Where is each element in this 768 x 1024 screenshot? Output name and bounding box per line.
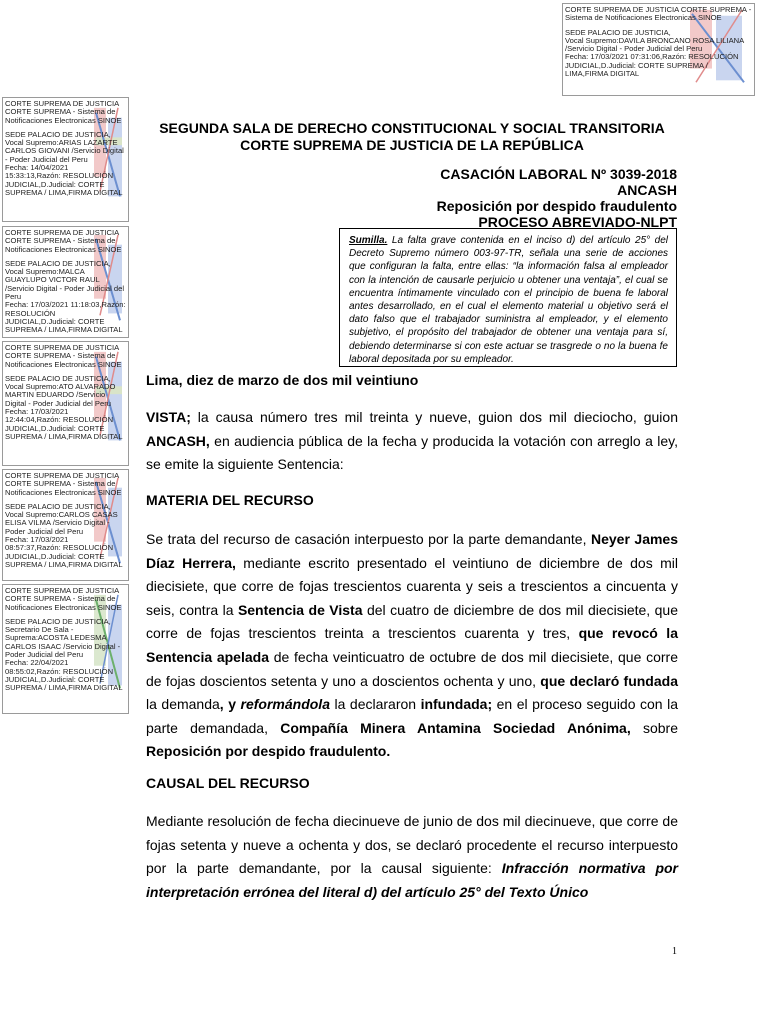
stamp-location: SEDE PALACIO DE JUSTICIA, xyxy=(5,129,111,139)
stamp-header: CORTE SUPREMA DE JUSTICIA CORTE SUPREMA - Sistema de Notificaciones Electronicas SINOE xyxy=(5,99,122,125)
case-matter: Reposición por despido fraudulento. xyxy=(146,743,391,760)
stamp-header: CORTE SUPREMA DE JUSTICIA CORTE SUPREMA - Sistema de Notificaciones Electronicas SINOE xyxy=(5,343,122,369)
reformandola: reformándola xyxy=(240,696,330,713)
court-chamber-title: SEGUNDA SALA DE DERECHO CONSTITUCIONAL Y SOCIAL TRANSITORIA xyxy=(159,120,665,136)
materia-text: la declararon xyxy=(329,696,421,713)
date-line xyxy=(146,369,678,393)
stamp-date: Fecha: 22/04/2021 08:55:02,Razón: RESOLUCIÓN JUDICIAL,D.Judicial: CORTE SUPREMA / LIMA,FIRMA DIGITAL xyxy=(5,658,123,693)
stamp-location: SEDE PALACIO DE JUSTICIA, xyxy=(565,27,671,37)
digital-signature-stamp xyxy=(2,584,129,714)
infraccion-normativa: Infracción normativa por interpretación errónea del literal d) del artículo 25° del Texto Único xyxy=(146,860,678,900)
sentencia-vista: Sentencia de Vista xyxy=(237,601,363,618)
materia-paragraph xyxy=(146,528,678,764)
materia-text: sobre xyxy=(630,719,678,736)
plaintiff-name: Neyer James Díaz Herrera, xyxy=(146,531,679,571)
materia-text: en el proceso seguido con la parte demandada, xyxy=(146,696,678,736)
vista-paragraph xyxy=(146,406,678,477)
stamp-location: SEDE PALACIO DE JUSTICIA, xyxy=(5,501,111,511)
page-number: 1 xyxy=(672,946,677,957)
digital-signature-stamp xyxy=(562,3,755,96)
causal-paragraph xyxy=(146,810,678,904)
causal-heading: CAUSAL DEL RECURSO xyxy=(146,775,310,791)
stamp-location: SEDE PALACIO DE JUSTICIA, xyxy=(5,373,111,383)
materia-text: mediante escrito presentado el veintiuno de diciembre de dos mil diecisiete, que corre de fojas trescientos cuarenta y seis a trescientos a cincuenta y seis, contra la xyxy=(146,554,678,618)
stamp-signer: Secretario De Sala - Suprema:ACOSTA LEDESMA CARLOS ISAAC /Servicio Digital - Poder Judicial del Peru xyxy=(5,625,121,660)
digital-signature-stamp xyxy=(2,97,129,222)
stamp-signer: Vocal Supremo:ARIAS LAZARTE CARLOS GIOVANI /Servicio Digital - Poder Judicial del Peru xyxy=(5,138,124,164)
infundada: infundada; xyxy=(420,696,493,713)
materia-heading: MATERIA DEL RECURSO xyxy=(146,492,314,508)
digital-signature-stamp xyxy=(2,469,129,581)
digital-signature-stamp xyxy=(2,341,129,466)
materia-text: la demanda xyxy=(146,696,220,713)
sumilla-text: La falta grave contenida en el inciso d) del artículo 25° del Decreto Supremo número 003-97-TR, señala una serie de acciones que configuran la falta, entre ellas: “la información falsa al empleador con la intención de causarle perjuicio u obtener una ventaja”, el cual se encuentra íntimamente vinculado con el principio de buena fe laboral antes desarrollado, en el cual el elemento material u objetivo será el dato falso que el trabajador suministra al empleador, y el elemento subjetivo, el propósito del trabajador de obtener una ventaja para sí, debiendo determinarse si con este actuar se trasgrede o no la buena fe laboral depositada por su empleador. xyxy=(349,235,668,365)
sumilla-label: Sumilla. xyxy=(349,235,388,246)
vista-label: VISTA; xyxy=(146,409,191,425)
materia-text: Se trata del recurso de casación interpuesto por la parte demandante, xyxy=(146,531,591,547)
case-place: ANCASH xyxy=(617,182,677,198)
vista-text: la causa número tres mil treinta y nueve, guion dos mil dieciocho, guion xyxy=(190,409,678,425)
vista-text-2: en audiencia pública de la fecha y producida la votación con arreglo a ley, se emite la siguiente Sentencia: xyxy=(146,432,678,473)
stamp-header: CORTE SUPREMA DE JUSTICIA CORTE SUPREMA - Sistema de Notificaciones Electronicas SINOE xyxy=(565,5,752,23)
stamp-header: CORTE SUPREMA DE JUSTICIA CORTE SUPREMA - Sistema de Notificaciones Electronicas SINOE xyxy=(5,228,122,254)
causal-text: Mediante resolución de fecha diecinueve de junio de dos mil diecinueve, que corre de fojas setenta y nueve a ochenta y dos, se declaró procedente el recurso interpuesto por la parte demandante, por la causal siguiente: xyxy=(146,813,678,877)
declaro-phrase: que declaró fundada xyxy=(540,672,678,689)
stamp-header: CORTE SUPREMA DE JUSTICIA CORTE SUPREMA - Sistema de Notificaciones Electronicas SINOE xyxy=(5,471,122,497)
materia-conj: , y xyxy=(219,696,241,713)
stamp-date: Fecha: 14/04/2021 15:33:13,Razón: RESOLUCIÓN JUDICIAL,D.Judicial: CORTE SUPREMA / LIMA,FIRMA DIGITAL xyxy=(5,163,123,197)
stamp-location: SEDE PALACIO DE JUSTICIA, xyxy=(5,616,111,626)
stamp-date: Fecha: 17/03/2021 12:44:04,Razón: RESOLUCIÓN JUDICIAL,D.Judicial: CORTE SUPREMA / LIMA,FIRMA DIGITAL xyxy=(5,407,123,441)
sumilla-box xyxy=(339,228,677,367)
vista-place: ANCASH, xyxy=(146,432,210,449)
stamp-location: SEDE PALACIO DE JUSTICIA, xyxy=(5,258,111,268)
case-subject: Reposición por despido fraudulento xyxy=(436,198,677,214)
stamp-header: CORTE SUPREMA DE JUSTICIA CORTE SUPREMA - Sistema de Notificaciones Electronicas SINOE xyxy=(5,586,122,612)
stamp-date: Fecha: 17/03/2021 08:57:37,Razón: RESOLUCIÓN JUDICIAL,D.Judicial: CORTE SUPREMA / LIMA,FIRMA DIGITAL xyxy=(5,535,123,569)
stamp-signer: Vocal Supremo:DAVILA BRONCANO ROSA LILIANA /Servicio Digital - Poder Judicial del Peru xyxy=(565,35,744,54)
stamp-date: Fecha: 17/03/2021 07:31:06,Razón: RESOLUCIÓN JUDICIAL,D.Judicial: CORTE SUPREMA / LIMA,FIRMA DIGITAL xyxy=(565,52,739,79)
stamp-signer: Vocal Supremo:CARLOS CASAS ELISA VILMA /Servicio Digital - Poder Judicial del Peru xyxy=(5,510,118,536)
digital-signature-stamp xyxy=(2,226,129,338)
case-number: CASACIÓN LABORAL Nº 3039-2018 xyxy=(440,166,677,182)
materia-text: de fecha veinticuatro de octubre de dos mil diecisiete, que corre de fojas doscientos setenta y uno a doscientos ochenta y uno, xyxy=(146,648,678,689)
case-process: PROCESO ABREVIADO-NLPT xyxy=(478,214,677,230)
stamp-signer: Vocal Supremo:MALCA GUAYLUPO VICTOR RAUL /Servicio Digital - Poder Judicial del Peru xyxy=(5,267,125,302)
stamp-date: Fecha: 17/03/2021 11:18:03,Razón: RESOLUCIÓN JUDICIAL,D.Judicial: CORTE SUPREMA / LIMA,FIRMA DIGITAL xyxy=(5,300,126,335)
materia-text: del cuatro de diciembre de dos mil diecisiete, que corre de fojas trescientos treinta a trescientos cuarenta y tres, xyxy=(146,601,678,642)
court-name: CORTE SUPREMA DE JUSTICIA DE LA REPÚBLICA xyxy=(240,137,584,153)
stamp-signer: Vocal Supremo:ATO ALVARADO MARTIN EDUARDO /Servicio Digital - Poder Judicial del Peru xyxy=(5,382,116,408)
defendant-name: Compañía Minera Antamina Sociedad Anónima, xyxy=(280,719,631,736)
revoco-phrase: que revocó la Sentencia apelada xyxy=(146,625,678,665)
date-text: Lima, diez de marzo de dos mil veintiuno xyxy=(146,372,419,388)
